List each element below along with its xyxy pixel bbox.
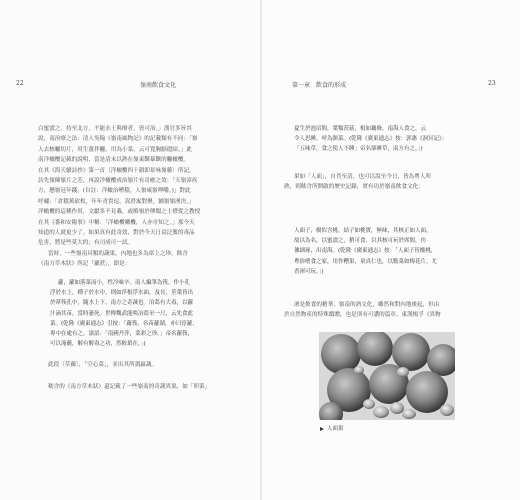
text-line: 危害，將是些莫大的；有司成可一試。 [38,240,134,247]
text-line: 洋橄欖的這種作用，文獻多不見載，或略嶺於傳聞之士禮從之教授 [38,209,201,216]
text-line: 方，懸嶺冠年錢，(自註：洋橄治嘈積，人嶺咸嶺呷嚼。)」對此 [38,188,191,195]
text-line: 知道的人就更少了。如果真有此奇效，對於今天日益泛濫的毒品 [38,230,195,237]
closing-text [38,360,244,393]
quote-line: 菜。(乾隆《廣東通志》引按：「蘿筏，名苗蘿湖，亦曰淳蘿， [50,320,198,327]
quote-line: 夏生於池沼間，葉類茨菇，根如藕條，南海人食之，云 [294,126,427,132]
photo-caption [320,424,344,432]
quote-line: 汁滴其苗，當時萎死。世傳魏武能啖冶葛至一尺，云先食此 [50,310,194,317]
quote-line: 於葦筏孔中，隨水上下。南方之奇蔬也。冶葛有大毒，以蘿 [50,300,194,307]
text-line: 《南方草木狀》所記「蘿蔗」，即是： [38,261,131,268]
text-line: 詩先嶺陳嶺片之芳，再說洋橄欖成治嶺片有奇癒之效：「天嶺漳疾 [38,178,198,185]
page-number: 22 [16,80,24,87]
running-head: 第一章 飲食的形成 [292,82,347,89]
quote-line: 蘿，蘿如落菜而小，性冷味辛。南人編筆為筏，作小孔 [58,280,191,286]
text-line: 在其《番和安陽事》中稱：「洋橄欖嫩機，人亦牙知之。」那今天 [38,219,195,226]
text-line: 嵇含的《南方草木狀》還記載了一些嶺南的奇蔬異果，如「卯菜」 [48,384,211,391]
text-line: 此段〔草蘿〕，「空心菜」，並出其所謂羸蔬。 [48,362,158,368]
quote-line: 粵俗嗜食之家，用作糟果，童真仁也，以點菜如梅花片，尤 [294,258,438,265]
caption-triangle-icon [320,427,324,431]
running-head: 嶺南飲食文化 [140,82,177,89]
quote-line: 香渾可玩。」) [294,268,324,275]
caption-text: 人面果 [327,426,344,432]
quote-line: 可以淹蘸，解有解毒之功，然較瑣在。」) [50,341,146,348]
quote-line: 令人思睡，呼為瞑菜。(乾隆《廣東通志》按：郭憲《洞冥記》： [294,136,448,143]
right-page [262,0,520,500]
block-quote [50,278,245,349]
text-line: 熟，則嵇含所開啟的歷史記錄，實有功於嶺南飲食文化： [284,184,424,191]
text-line: 白蜜漬之，持至北方，不能水土與療者，皆可治。」漢官多旨其 [38,126,192,132]
block-quote-mid [294,226,499,277]
text-line: 果如「人面」，自晉至清，也可以說至今日，皆為粵人所 [294,174,432,180]
quote-line: 專中在處有之。諸詔：「南國丹萍，菜彩之珍。」帝名蘿筏， [50,331,194,338]
body-text [284,172,500,193]
text-line: 說，南治療之法：清人吳翰《嶺南風物記》的記載類有不同：「嶺 [38,136,198,143]
text-line: 呼嘯：「倉積萬砍枚，年年青貴逗，嵩澄寓對聚，鋪嶺嶺湧決。」 [38,198,195,205]
text-line: 酒是飲食的精華。嶺南的酒文化，雖然和對內地後起，但由 [294,302,440,308]
quote-line: 浮於水上，種子於水中，則如萍根浮水面，及長，莖葉皆出 [50,290,194,297]
fruit-photo [319,332,455,420]
text-line: 人去核曬切片，用生薑拌曬，用為小菜，云可寬胸膈遣結。」此 [38,146,192,153]
text-line: 在其《海天續詩抄》第一首〔洋橄欖四十韻即景咏嶺藤〕所記， [38,167,195,174]
text-line: 於自然物產的特殊饋贈，也是別有可讚的篇章。東漢楊孚《異物 [284,312,441,319]
body-text [38,124,244,270]
quote-line: 「五味草，食之使人不睡」帝名卻睡草，南方有之。」) [294,146,423,153]
fruit-photo-illustration [319,332,455,420]
quote-line: 人面子，樹似含桃，結子如桃實，無味，其核正如人面， [294,228,432,234]
text-line: 當時，一些嶺南具類的蔬果，內地也多為席上之珍。嵇含 [48,250,188,257]
quote-line: 彿細琢，出南海。(乾隆《廣東通志》按：「人面子皆酸桃， [294,248,437,255]
quote-line: 故以為名，以蜜漬之，稍可食，以其核可玩於席間，彷 [294,238,427,245]
text-line: 南洋橄欖記載的說明，當是清末以熟在嶺東饌暴饌的曬橄欖。 [38,157,190,164]
body-text-2 [284,300,500,321]
block-quote-top [294,124,499,155]
page-number: 23 [488,80,496,87]
